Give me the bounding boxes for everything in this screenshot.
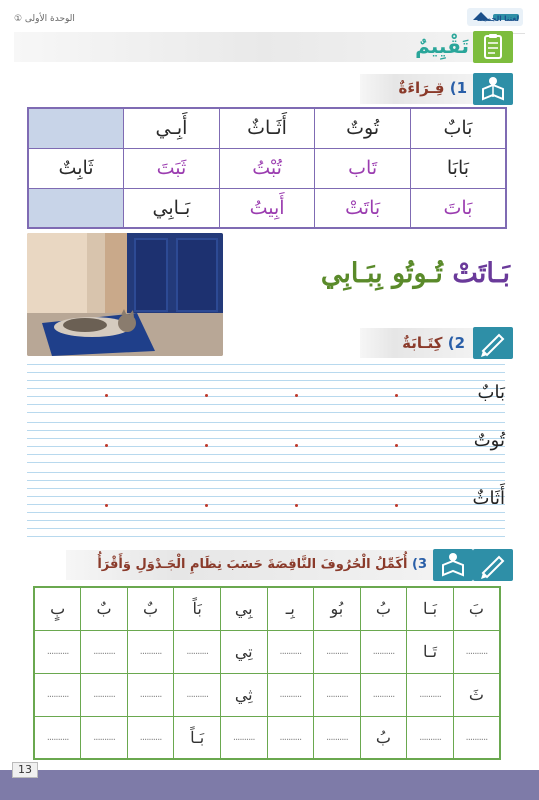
fill-in-cell[interactable]: .......... bbox=[453, 716, 500, 759]
table-cell: بُ bbox=[360, 587, 407, 630]
writing-line bbox=[27, 528, 505, 529]
sentence-word: بِبَـابِي bbox=[320, 258, 383, 289]
writing-line bbox=[27, 404, 505, 405]
section3-label: أُكَمِّلُ الْحُرُوفَ النَّاقِصَةَ حَسَبَ نِظَامِ الْجَـدْوَلِ وَأَقْرَأُ bbox=[97, 557, 408, 572]
guide-dot bbox=[295, 504, 298, 507]
writing-line bbox=[27, 488, 505, 489]
table-row bbox=[28, 148, 506, 188]
table-cell: بٌ bbox=[81, 587, 128, 630]
guide-dot bbox=[295, 444, 298, 447]
table-cell: بَاتَتْ bbox=[315, 188, 411, 228]
writing-line bbox=[27, 388, 505, 389]
writing-line bbox=[27, 520, 505, 521]
table-cell: بَ bbox=[453, 587, 500, 630]
table-cell: تَـا bbox=[407, 630, 454, 673]
guide-dot bbox=[205, 394, 208, 397]
writing-line bbox=[27, 364, 505, 365]
writing-line bbox=[27, 446, 505, 447]
table-cell: بَاتَ bbox=[410, 188, 506, 228]
writing-model-word: أَثَاثٌ bbox=[472, 488, 505, 509]
writing-line bbox=[27, 380, 505, 381]
fill-in-cell[interactable]: .......... bbox=[81, 630, 128, 673]
table-row bbox=[34, 587, 500, 630]
fill-in-cell[interactable]: .......... bbox=[34, 630, 81, 673]
fill-in-cell[interactable]: .......... bbox=[267, 673, 314, 716]
table-cell: تِي bbox=[220, 630, 267, 673]
table-cell: أَثَـاثٌ bbox=[219, 108, 315, 148]
writing-model-word: تُوتٌ bbox=[473, 430, 505, 451]
table-row bbox=[34, 716, 500, 759]
writing-area[interactable] bbox=[27, 364, 505, 542]
evaluation-title: تَقْيِيمٌ bbox=[415, 34, 469, 58]
guide-dot bbox=[395, 444, 398, 447]
table-cell: بُ bbox=[360, 716, 407, 759]
fill-in-cell[interactable]: .......... bbox=[314, 716, 361, 759]
footer-bar bbox=[0, 770, 539, 800]
table-cell: تَاب bbox=[315, 148, 411, 188]
table-cell: بَـابِي bbox=[124, 188, 220, 228]
sentence-word: تُـوتُو bbox=[392, 258, 443, 289]
table-row bbox=[28, 188, 506, 228]
fill-in-cell[interactable]: .......... bbox=[127, 716, 174, 759]
fill-in-cell[interactable]: .......... bbox=[174, 630, 221, 673]
section2-title bbox=[402, 334, 465, 352]
reading-sentence bbox=[240, 258, 510, 289]
section3-title bbox=[97, 557, 427, 572]
section3-number: 3) bbox=[412, 557, 427, 572]
fill-in-cell[interactable]: .......... bbox=[81, 716, 128, 759]
table-row bbox=[28, 108, 506, 148]
table-cell: ثِي bbox=[220, 673, 267, 716]
fill-in-cell[interactable]: .......... bbox=[267, 716, 314, 759]
table-cell: بِي bbox=[220, 587, 267, 630]
pen-icon bbox=[473, 549, 513, 581]
reading-person-icon bbox=[473, 73, 513, 105]
table-cell: بٌ bbox=[127, 587, 174, 630]
fill-in-cell[interactable]: .......... bbox=[407, 673, 454, 716]
fill-in-cell[interactable]: .......... bbox=[220, 716, 267, 759]
guide-dot bbox=[105, 504, 108, 507]
writing-model-word: بَابٌ bbox=[477, 382, 505, 403]
fill-in-cell[interactable]: .......... bbox=[407, 716, 454, 759]
table-cell: بِـ bbox=[267, 587, 314, 630]
fill-in-cell[interactable]: .......... bbox=[360, 673, 407, 716]
writing-line bbox=[27, 462, 505, 463]
section2-label: كِتَـابَةٌ bbox=[402, 334, 443, 352]
fill-in-cell[interactable]: .......... bbox=[127, 630, 174, 673]
writing-line bbox=[27, 372, 505, 373]
page-number: 13 bbox=[12, 762, 38, 778]
writing-line bbox=[27, 454, 505, 455]
fill-in-cell[interactable]: .......... bbox=[267, 630, 314, 673]
table-cell: بُو bbox=[314, 587, 361, 630]
section1-label: قِـرَاءَةٌ bbox=[398, 79, 445, 97]
writing-line bbox=[27, 438, 505, 439]
writing-line bbox=[27, 472, 505, 473]
reading-person-icon bbox=[433, 549, 473, 581]
logo bbox=[465, 6, 525, 28]
writing-line bbox=[27, 412, 505, 413]
writing-line bbox=[27, 512, 505, 513]
reading-table bbox=[27, 107, 507, 229]
section1-number: 1) bbox=[449, 79, 467, 97]
guide-dot bbox=[205, 444, 208, 447]
guide-dot bbox=[395, 394, 398, 397]
guide-dot bbox=[295, 394, 298, 397]
table-cell: بَـا bbox=[407, 587, 454, 630]
table-cell: ثَابِتٌ bbox=[28, 148, 124, 188]
table-cell: بَابَا bbox=[410, 148, 506, 188]
completion-table bbox=[33, 586, 501, 760]
table-cell: بَـاً bbox=[174, 716, 221, 759]
fill-in-cell[interactable]: .......... bbox=[127, 673, 174, 716]
table-cell: بٍ bbox=[34, 587, 81, 630]
table-cell: ثَبَتَ bbox=[124, 148, 220, 188]
sentence-word: بَـاتَتْ bbox=[452, 258, 510, 289]
table-cell: ثَ bbox=[453, 673, 500, 716]
logo-text: لغتنا الجميلة bbox=[476, 15, 519, 23]
guide-dot bbox=[205, 504, 208, 507]
unit-label: الوحدة الأولى ① bbox=[14, 14, 75, 24]
table-cell: تُبْتُ bbox=[219, 148, 315, 188]
table-cell: أَبِـي bbox=[124, 108, 220, 148]
writing-line bbox=[27, 504, 505, 505]
writing-line bbox=[27, 422, 505, 423]
cat-photo bbox=[27, 233, 223, 356]
table-row bbox=[34, 630, 500, 673]
writing-line bbox=[27, 536, 505, 537]
fill-in-cell[interactable]: .......... bbox=[34, 716, 81, 759]
writing-line bbox=[27, 480, 505, 481]
writing-line bbox=[27, 496, 505, 497]
blank-cell bbox=[28, 108, 124, 148]
table-row bbox=[34, 673, 500, 716]
table-cell: بَاً bbox=[174, 587, 221, 630]
section2-number: 2) bbox=[447, 334, 465, 352]
section1-title bbox=[399, 79, 467, 97]
table-cell: بَابٌ bbox=[410, 108, 506, 148]
guide-dot bbox=[105, 444, 108, 447]
fill-in-cell[interactable]: .......... bbox=[314, 630, 361, 673]
writing-line bbox=[27, 430, 505, 431]
blank-cell bbox=[28, 188, 124, 228]
writing-line bbox=[27, 396, 505, 397]
guide-dot bbox=[105, 394, 108, 397]
fill-in-cell[interactable]: .......... bbox=[453, 630, 500, 673]
fill-in-cell[interactable]: .......... bbox=[360, 630, 407, 673]
fill-in-cell[interactable]: .......... bbox=[174, 673, 221, 716]
table-cell: أَبِيتُ bbox=[219, 188, 315, 228]
fill-in-cell[interactable]: .......... bbox=[34, 673, 81, 716]
fill-in-cell[interactable]: .......... bbox=[314, 673, 361, 716]
guide-dot bbox=[395, 504, 398, 507]
pen-icon bbox=[473, 327, 513, 359]
fill-in-cell[interactable]: .......... bbox=[81, 673, 128, 716]
cat-on-doormat-icon bbox=[27, 233, 223, 356]
clipboard-icon bbox=[473, 31, 513, 63]
table-cell: تُوتٌ bbox=[315, 108, 411, 148]
